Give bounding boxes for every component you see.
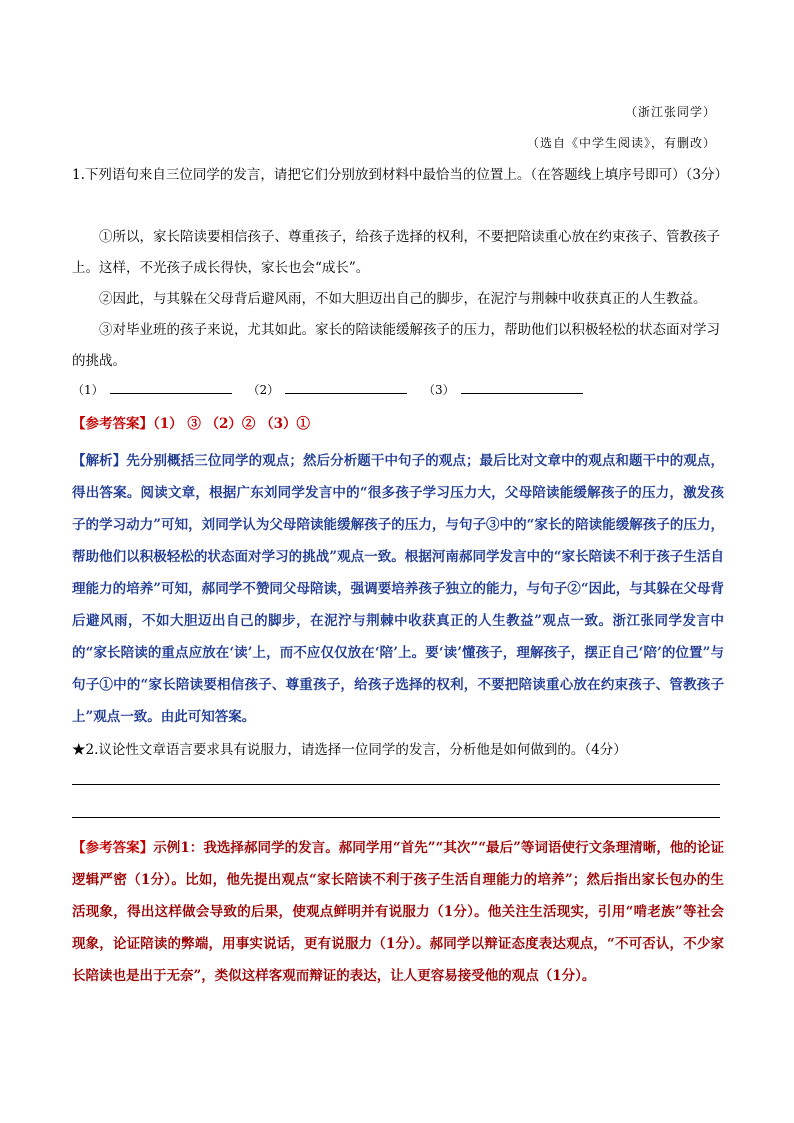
question-1-prompt: 1.下列语句来自三位同学的发言，请把它们分别放到材料中最恰当的位置上。（在答题线上填序号即可）（3分）	[72, 167, 728, 183]
option-2: ②因此，与其躲在父母背后避风雨，不如大胆迈出自己的脚步，在泥泞与荆棘中收获真正的人生教益。	[99, 291, 707, 307]
analysis-text: 先分别概括三位同学的观点；然后分析题干中句子的观点；最后比对文章中的观点和题干中的观点，得出答案。阅读文章，根据广东刘同学发言中的“很多孩子学习压力大，父母陪读能缓解孩子的压力，激发孩子的学习动力”可知，刘同学认为父母陪读能缓解孩子的压力，与句子③中的“家长的陪读能缓解孩子的压力，帮助他们以积极轻松的状态面对学习的挑战”观点一致。根据河南郝同学发言中的“家长陪读不利于孩子生活自理能力的培养”可知，郝同学不赞同父母陪读，强调要培养孩子独立的能力，与句子②“因此，与其躲在父母背后避风雨，不如大胆迈出自己的脚步，在泥泞与荆棘中收获真正的人生教益”观点一致。浙江张同学发言中的“家长陪读的重点应放在‘读’上，而不应仅仅放在‘陪’上。要‘读’懂孩子，理解孩子，摆正自己‘陪’的位置”与句子①中的“家长陪读要相信孩子、尊重孩子，给孩子选择的权利，不要把陪读重心放在约束孩子、管教孩子上”观点一致。由此可知答案。	[72, 453, 725, 725]
source-citation: （选自《中学生阅读》，有删改）	[526, 136, 716, 150]
blank-label-2: （2）	[247, 383, 280, 397]
analysis-tag: 【解析】	[72, 453, 127, 469]
answer-line-1[interactable]	[72, 784, 720, 785]
answer-blanks	[72, 381, 595, 398]
answer-text: （1） ③ （2）② （3）①	[153, 416, 311, 432]
answer-line-2[interactable]	[72, 817, 720, 818]
answer-tag: 【参考答案】	[72, 416, 153, 432]
blank-label-3: （3）	[422, 383, 455, 397]
answer2-text: 示例1：我选择郝同学的发言。郝同学用“首先”“其次”“最后”等词语使行文条理清晰，他的论证逻辑严密（1分）。比如，他先提出观点“家长陪读不利于孩子生活自理能力的培养”；然后指出家长包办的生活现象，得出这样做会导致的后果，使观点鲜明并有说服力（1分）。他关注生活现实，引用“啃老族”等社会现象，论证陪读的弊端，用事实说话，更有说服力（1分）。郝同学以辩证态度表达观点，“不可否认，不少家长陪读也是出于无奈”，类似这样客观而辩证的表达，让人更容易接受他的观点（1分）。	[72, 840, 725, 984]
option-1: ①所以，家长陪读要相信孩子、尊重孩子，给孩子选择的权利，不要把陪读重心放在约束孩子、管教孩子上。这样，不光孩子成长得快，家长也会“成长”。	[72, 229, 720, 276]
question-2-prompt: ★2.议论性文章语言要求具有说服力，请选择一位同学的发言，分析他是如何做到的。（4分）	[72, 742, 627, 758]
option-3: ③对毕业班的孩子来说，尤其如此。家长的陪读能缓解孩子的压力，帮助他们以积极轻松的状态面对学习的挑战。	[72, 322, 720, 369]
q1-reference-answer	[72, 412, 310, 432]
answer-blank-3[interactable]	[461, 381, 583, 394]
q2-reference-answer	[72, 832, 724, 992]
answer-blank-2[interactable]	[285, 381, 407, 394]
q1-analysis	[72, 445, 724, 733]
source-author: （浙江张同学）	[624, 105, 716, 119]
answer-blank-1[interactable]	[110, 381, 232, 394]
blank-label-1: （1）	[72, 383, 104, 397]
answer2-tag: 【参考答案】	[72, 840, 154, 856]
